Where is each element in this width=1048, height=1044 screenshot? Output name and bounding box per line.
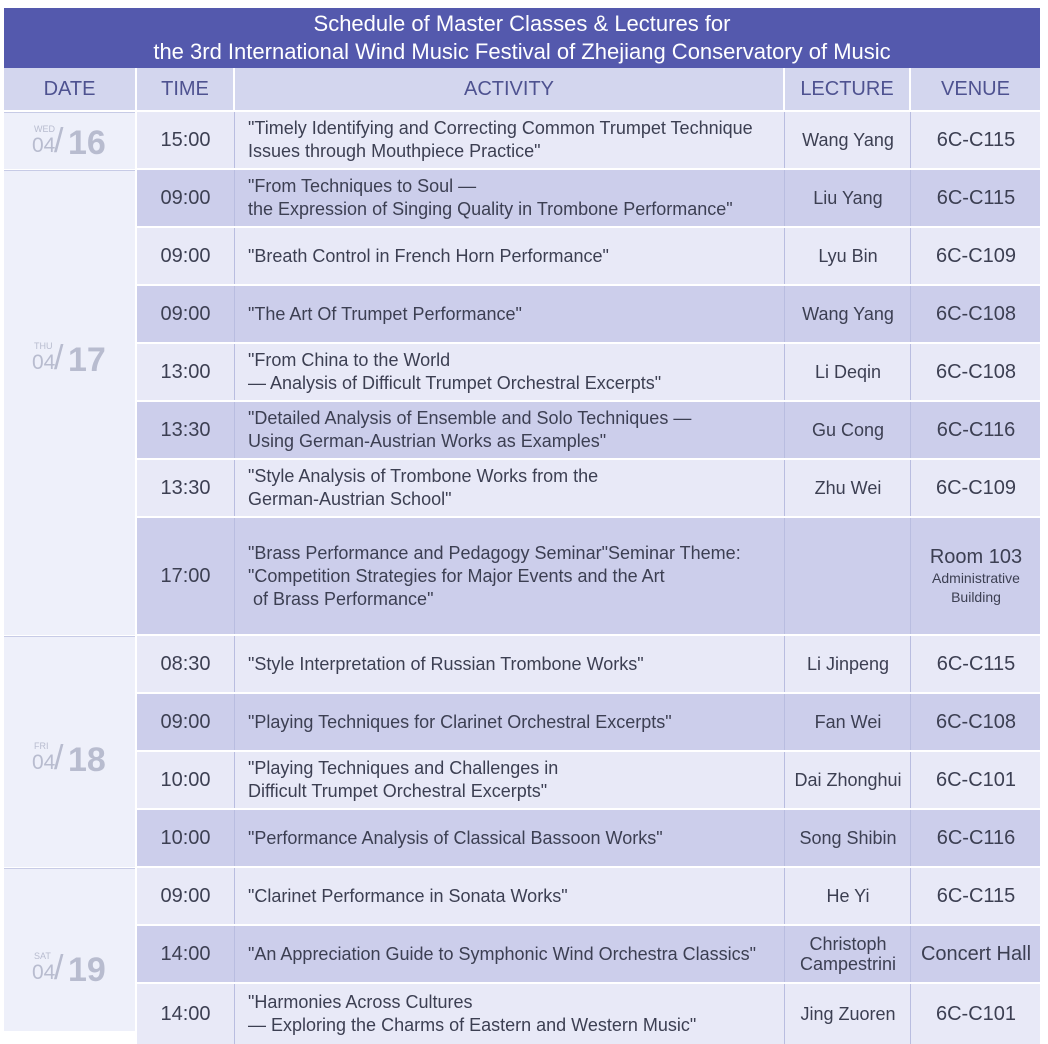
row-time: 17:00 (160, 564, 211, 587)
row-venue (910, 868, 1041, 924)
row-lecturer (784, 228, 911, 284)
row-activity (234, 286, 784, 342)
date-cell (4, 112, 135, 169)
date-weekday: SAT (34, 951, 51, 961)
venue-line: Room 103 (929, 545, 1023, 568)
date-day: 18 (68, 741, 106, 779)
row-lecturer (784, 460, 911, 516)
lecturer-line: Dai Zhonghui (794, 770, 902, 790)
row-time: 09:00 (160, 710, 211, 733)
row-time: 14:00 (160, 1002, 211, 1025)
lecturer-line: Li Jinpeng (806, 654, 890, 674)
activity-line: "Style Interpretation of Russian Trombone Works" (248, 653, 644, 674)
activity-line: "Clarinet Performance in Sonata Works" (248, 885, 568, 906)
row-venue (910, 518, 1041, 634)
row-lecturer (784, 868, 911, 924)
activity-line: "Harmonies Across Cultures (248, 992, 473, 1012)
table-row (137, 344, 1040, 400)
table-row (137, 170, 1040, 226)
table-row (137, 228, 1040, 284)
table-row (137, 460, 1040, 516)
activity-line: "Performance Analysis of Classical Bassoon Works" (248, 827, 663, 848)
venue-line: 6C-C109 (935, 244, 1017, 267)
date-day: 17 (68, 341, 106, 379)
row-venue (910, 460, 1041, 516)
date-month: 04 (32, 134, 56, 157)
header-activity: ACTIVITY (235, 68, 783, 110)
venue-line: Concert Hall (920, 942, 1032, 965)
date-month: 04 (32, 351, 56, 374)
venue-line: 6C-C108 (935, 360, 1017, 383)
schedule-title (4, 8, 1040, 68)
venue-line: 6C-C115 (936, 186, 1016, 209)
lecturer-line: Jing Zuoren (800, 1004, 896, 1024)
title-line-1: Schedule of Master Classes & Lectures for (313, 11, 731, 36)
table-row (137, 752, 1040, 808)
row-venue (910, 984, 1041, 1044)
row-venue (910, 112, 1041, 168)
table-row (137, 694, 1040, 750)
title-line-2: the 3rd International Wind Music Festival of Zhejiang Conservatory of Music (153, 39, 891, 64)
row-activity (234, 868, 784, 924)
date-label (32, 124, 132, 164)
activity-line: — Analysis of Difficult Trumpet Orchestral Excerpts" (248, 373, 662, 393)
date-month: 04 (32, 751, 56, 774)
activity-line: "From Techniques to Soul — (248, 176, 477, 196)
activity-line: "Breath Control in French Horn Performance" (248, 245, 609, 266)
row-activity (234, 984, 784, 1044)
row-venue (910, 170, 1041, 226)
activity-line: the Expression of Singing Quality in Trombone Performance" (248, 199, 733, 219)
header-lecture: LECTURE (785, 68, 909, 110)
row-lecturer (784, 984, 911, 1044)
date-slash: / (54, 739, 64, 777)
table-row (137, 402, 1040, 458)
date-cell (4, 170, 135, 635)
activity-line: "Timely Identifying and Correcting Common Trumpet Technique (248, 118, 753, 138)
row-time: 09:00 (160, 186, 211, 209)
lecturer-line: Li Deqin (814, 362, 882, 382)
header-time: TIME (137, 68, 233, 110)
row-time: 15:00 (160, 128, 211, 151)
date-cell (4, 636, 135, 867)
row-time: 08:30 (160, 652, 211, 675)
row-lecturer (784, 344, 911, 400)
date-day: 16 (68, 124, 106, 162)
activity-line: Difficult Trumpet Orchestral Excerpts" (248, 781, 548, 801)
venue-line: 6C-C115 (936, 884, 1016, 907)
row-activity (234, 810, 784, 866)
activity-line: "Style Analysis of Trombone Works from the (248, 466, 599, 486)
date-label (32, 741, 132, 781)
lecturer-line: Campestrini (799, 954, 897, 974)
lecturer-line: Lyu Bin (818, 246, 878, 266)
row-time: 10:00 (160, 768, 211, 791)
activity-line: "Detailed Analysis of Ensemble and Solo Techniques — (248, 408, 692, 428)
row-venue (910, 228, 1041, 284)
header-venue: VENUE (911, 68, 1040, 110)
lecturer-line: Zhu Wei (814, 478, 882, 498)
lecturer-line: Song Shibin (799, 828, 897, 848)
table-row (137, 636, 1040, 692)
date-slash: / (54, 339, 64, 377)
date-weekday: FRI (34, 741, 49, 751)
venue-line: Building (951, 588, 1001, 605)
activity-line: "Playing Techniques for Clarinet Orchestral Excerpts" (248, 711, 672, 732)
venue-line: Administrative (932, 569, 1020, 586)
lecturer-line: He Yi (826, 886, 870, 906)
date-month: 04 (32, 961, 56, 984)
activity-line: "From China to the World (248, 350, 451, 370)
venue-line: 6C-C115 (936, 652, 1016, 675)
lecturer-line: Gu Cong (811, 420, 885, 440)
date-slash: / (54, 122, 64, 160)
venue-line: 6C-C101 (935, 1002, 1017, 1025)
row-activity (234, 752, 784, 808)
row-time: 13:30 (160, 476, 211, 499)
row-venue (910, 752, 1041, 808)
activity-line: — Exploring the Charms of Eastern and Western Music" (248, 1015, 697, 1035)
date-weekday: WED (34, 124, 55, 134)
lecturer-line: Fan Wei (814, 712, 882, 732)
row-venue (910, 694, 1041, 750)
row-activity (234, 926, 784, 982)
row-venue (910, 402, 1041, 458)
venue-line: 6C-C115 (936, 128, 1016, 151)
row-activity (234, 170, 784, 226)
row-time: 10:00 (160, 826, 211, 849)
row-time: 09:00 (160, 302, 211, 325)
table-row (137, 518, 1040, 634)
row-lecturer (784, 170, 911, 226)
table-row (137, 112, 1040, 168)
row-venue (910, 286, 1041, 342)
lecturer-line: Wang Yang (802, 304, 894, 324)
venue-line: 6C-C101 (935, 768, 1017, 791)
activity-line: "The Art Of Trumpet Performance" (248, 303, 522, 324)
row-activity (234, 518, 784, 634)
date-label (32, 341, 132, 381)
row-venue (910, 926, 1041, 982)
row-activity (234, 636, 784, 692)
row-lecturer (784, 810, 911, 866)
row-activity (234, 694, 784, 750)
lecturer-line: Liu Yang (813, 188, 883, 208)
header-date: DATE (4, 68, 135, 110)
table-row (137, 286, 1040, 342)
date-day: 19 (68, 951, 106, 989)
row-activity (234, 460, 784, 516)
activity-line: "An Appreciation Guide to Symphonic Wind Orchestra Classics" (248, 943, 756, 964)
venue-line: 6C-C108 (935, 710, 1017, 733)
venue-line: 6C-C116 (936, 418, 1016, 441)
row-activity (234, 344, 784, 400)
lecturer-line: Christoph (809, 934, 887, 954)
row-lecturer (784, 402, 911, 458)
row-venue (910, 810, 1041, 866)
row-time: 09:00 (160, 244, 211, 267)
row-lecturer (784, 286, 911, 342)
activity-line: Using German-Austrian Works as Examples" (248, 431, 607, 451)
date-slash: / (54, 949, 64, 987)
row-lecturer (784, 518, 911, 634)
venue-line: 6C-C116 (936, 826, 1016, 849)
activity-line: "Competition Strategies for Major Events and the Art (248, 565, 665, 586)
row-time: 09:00 (160, 884, 211, 907)
row-lecturer (784, 926, 911, 982)
table-row (137, 810, 1040, 866)
row-time: 13:30 (160, 418, 211, 441)
activity-line: "Brass Performance and Pedagogy Seminar"Seminar Theme: (248, 542, 741, 563)
row-lecturer (784, 112, 911, 168)
activity-line: Issues through Mouthpiece Practice" (248, 141, 541, 161)
activity-line: "Playing Techniques and Challenges in (248, 758, 559, 778)
date-label (32, 951, 132, 991)
date-cell (4, 868, 135, 1031)
row-time: 13:00 (160, 360, 211, 383)
row-venue (910, 636, 1041, 692)
table-row (137, 926, 1040, 982)
activity-line: German-Austrian School" (248, 489, 452, 509)
row-lecturer (784, 694, 911, 750)
table-row (137, 868, 1040, 924)
table-row (137, 984, 1040, 1044)
date-weekday: THU (34, 341, 53, 351)
lecturer-line: Wang Yang (802, 130, 894, 150)
row-activity (234, 112, 784, 168)
activity-line: of Brass Performance" (248, 588, 434, 609)
venue-line: 6C-C109 (935, 476, 1017, 499)
row-lecturer (784, 752, 911, 808)
row-activity (234, 402, 784, 458)
row-activity (234, 228, 784, 284)
row-time: 14:00 (160, 942, 211, 965)
row-lecturer (784, 636, 911, 692)
row-venue (910, 344, 1041, 400)
venue-line: 6C-C108 (935, 302, 1017, 325)
